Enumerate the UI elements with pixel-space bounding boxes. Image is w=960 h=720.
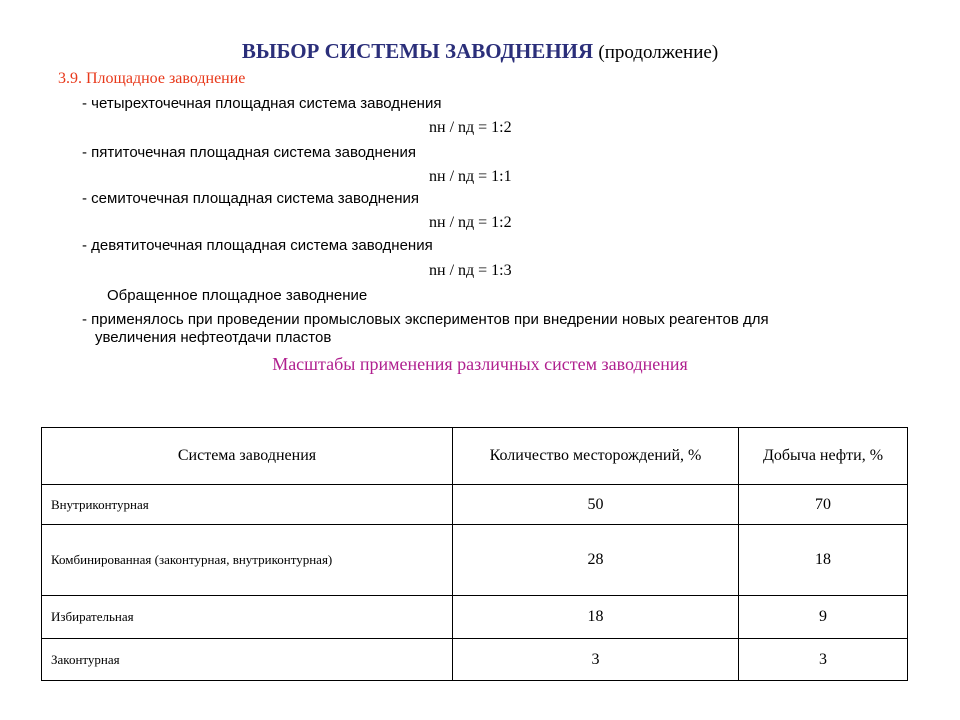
cell-oil: 18 xyxy=(739,525,908,596)
cell-oil: 70 xyxy=(739,485,908,525)
cell-fields: 18 xyxy=(453,596,739,639)
cell-system: Законтурная xyxy=(42,639,453,681)
table-row xyxy=(42,525,908,596)
system-item-seven-point: - семиточечная площадная система заводнения xyxy=(82,190,419,207)
table-row xyxy=(42,485,908,525)
table-header-row xyxy=(42,428,908,485)
header-oil-production: Добыча нефти, % xyxy=(739,428,908,485)
header-system: Система заводнения xyxy=(42,428,453,485)
table-caption: Масштабы применения различных систем заводнения xyxy=(272,354,688,374)
cell-system: Избирательная xyxy=(42,596,453,639)
cell-system: Комбинированная (законтурная, внутриконтурная) xyxy=(42,525,453,596)
page-title xyxy=(0,38,960,66)
page-title-sub: (продолжение) xyxy=(598,42,719,63)
header-fields-count: Количество месторождений, % xyxy=(453,428,739,485)
note-line-2: увеличения нефтеотдачи пластов xyxy=(95,329,332,346)
flooding-systems-table xyxy=(41,427,908,681)
cell-fields: 3 xyxy=(453,639,739,681)
table-row xyxy=(42,639,908,681)
page-title-main: ВЫБОР СИСТЕМЫ ЗАВОДНЕНИЯ xyxy=(241,39,594,63)
cell-oil: 9 xyxy=(739,596,908,639)
system-item-five-point: - пятиточечная площадная система заводнения xyxy=(82,144,416,161)
ratio-seven-point: nн / nд = 1:2 xyxy=(429,214,512,231)
table-row xyxy=(42,596,908,639)
ratio-five-point: nн / nд = 1:1 xyxy=(429,168,512,185)
system-item-four-point: - четырехточечная площадная система заводнения xyxy=(82,95,442,112)
cell-oil: 3 xyxy=(739,639,908,681)
cell-fields: 28 xyxy=(453,525,739,596)
cell-fields: 50 xyxy=(453,485,739,525)
inverted-flooding-label: Обращенное площадное заводнение xyxy=(107,287,368,304)
cell-system: Внутриконтурная xyxy=(42,485,453,525)
system-item-nine-point: - девятиточечная площадная система заводнения xyxy=(82,237,433,254)
note-line-1: - применялось при проведении промысловых экспериментов при внедрении новых реагентов для xyxy=(82,311,769,328)
ratio-nine-point: nн / nд = 1:3 xyxy=(429,262,512,279)
ratio-four-point: nн / nд = 1:2 xyxy=(429,119,512,136)
section-heading: 3.9. Площадное заводнение xyxy=(58,70,246,87)
